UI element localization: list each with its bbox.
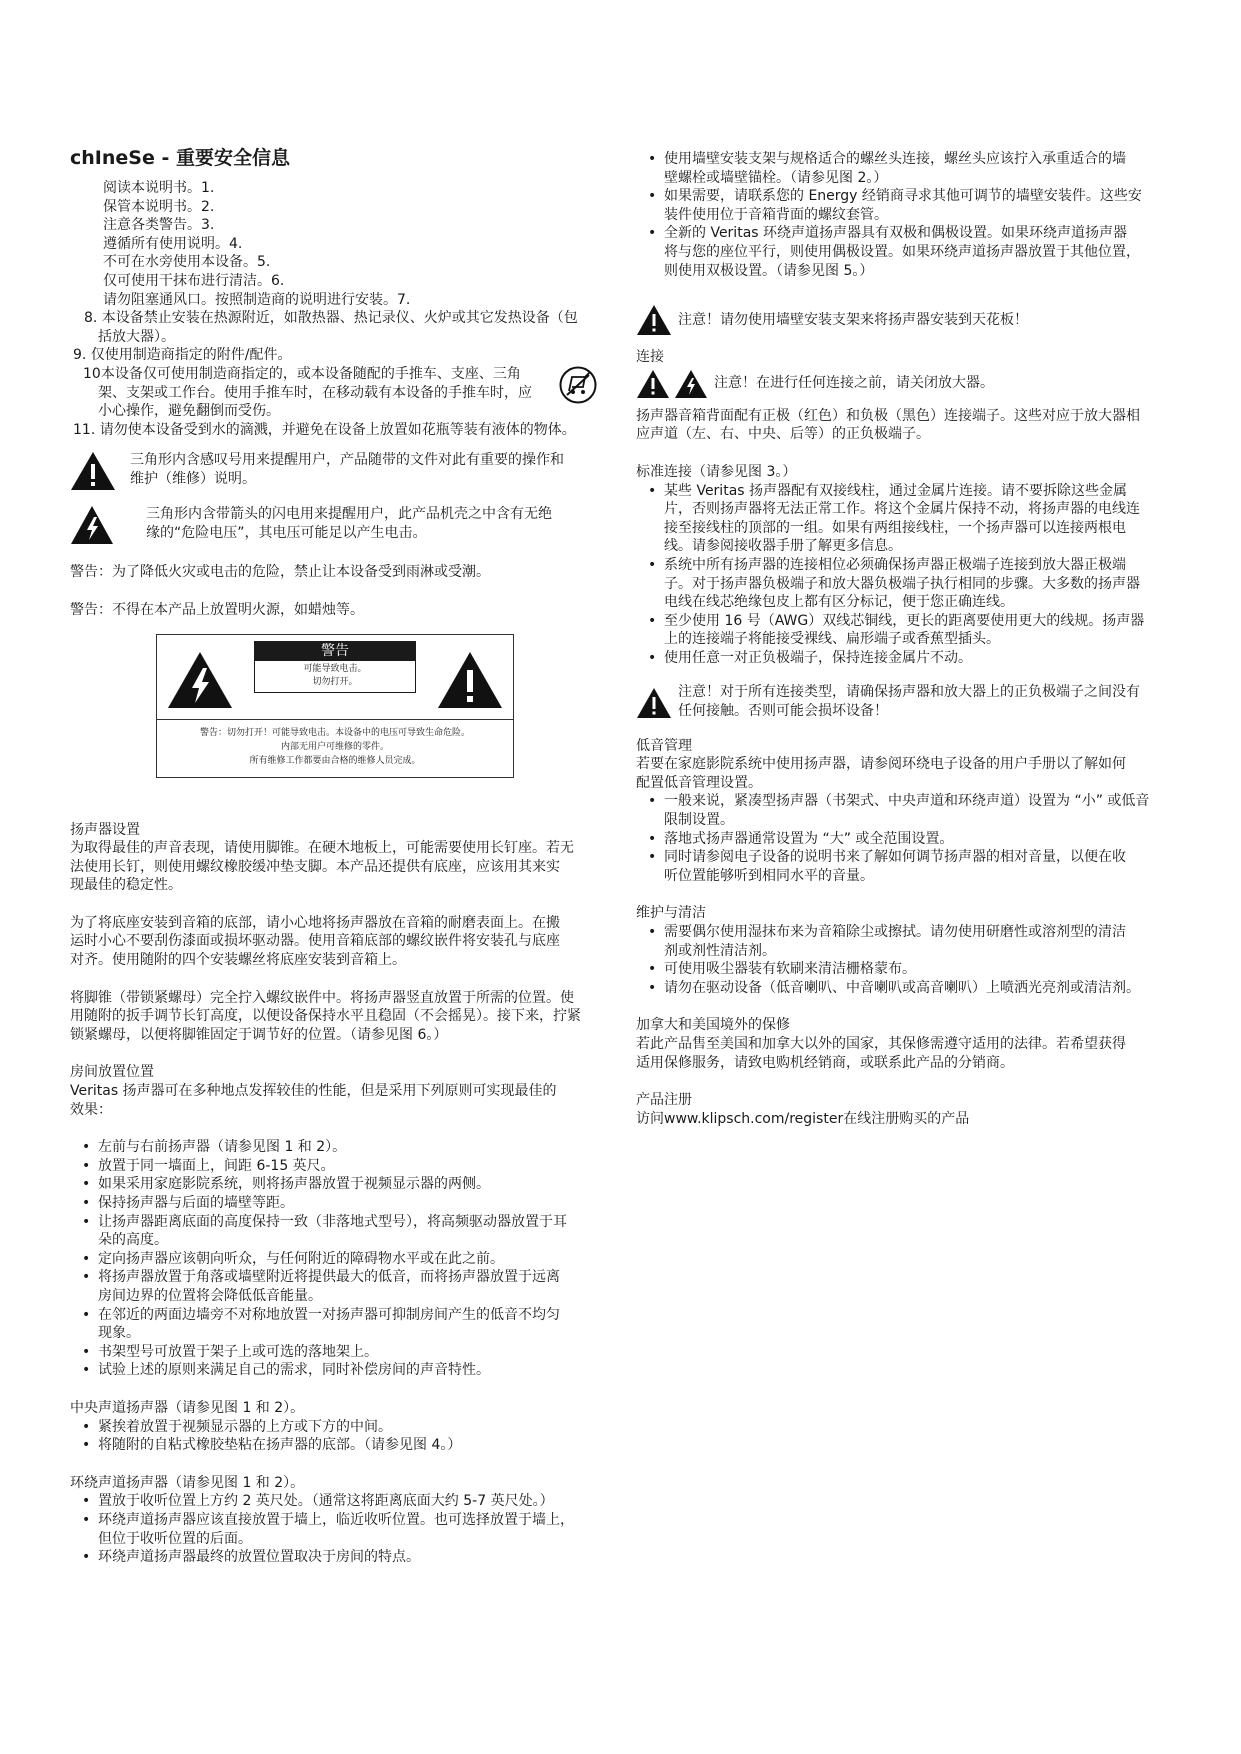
list-item: • 左前与右前扬声器（请参见图 1 和 2）。 xyxy=(82,1138,618,1157)
left-column xyxy=(70,146,618,1567)
warning-rain: 警告：为了降低火灾或电击的危险，禁止让本设备受到雨淋或受潮。 xyxy=(70,564,490,581)
lightning-triangle-icon xyxy=(674,369,708,399)
list-item: • 同时请参阅电子设备的说明书来了解如何调节扬声器的相对音量，以便在收 听位置能够听到相同水平的音量。 xyxy=(648,848,1176,885)
list-item: • 将随附的自粘式橡胶垫粘在扬声器的底部。（请参见图 4。） xyxy=(82,1436,618,1455)
warning-triangle-icon xyxy=(636,687,672,719)
instruction-item-10: 10本设备仅可使用制造商指定的，或本设备随配的手推车、支座、三角 xyxy=(83,365,521,382)
paragraph-line: 锁紧螺母，以便将脚锥固定于调节好的位置。（请参见图 6。） xyxy=(70,1026,448,1043)
ceiling-caution xyxy=(636,304,1176,336)
warning-triangle-icon xyxy=(437,651,503,713)
instruction-item-11: 11. 请勿使本设备受到水的滴溅，并避免在设备上放置如花瓶等装有液体的物体。 xyxy=(73,421,576,438)
symbol-box-footer-line: 所有维修工作都要由合格的维修人员完成。 xyxy=(249,755,421,766)
symbol-box-title: 警告 xyxy=(254,641,416,661)
right-column xyxy=(636,150,1176,1128)
care-list xyxy=(636,923,1176,997)
instruction-item-9: 9. 仅使用制造商指定的附件/配件。 xyxy=(73,347,292,364)
list-item: • 定向扬声器应该朝向听众，与任何附近的障碍物水平或在此之前。 xyxy=(82,1250,618,1269)
symbol-box-footer-line: 警告：切勿打开！可能导致电击。本设备中的电压可导致生命危险。 xyxy=(199,727,470,738)
instruction-item: 遵循所有使用说明。4. xyxy=(103,235,243,252)
warning-flame: 警告：不得在本产品上放置明火源，如蜡烛等。 xyxy=(70,601,364,618)
list-item: • 在邻近的两面边墙旁不对称地放置一对扬声器可抑制房间产生的低音不均匀 现象。 xyxy=(82,1306,618,1343)
warning-text: 维护（维修）说明。 xyxy=(130,470,256,487)
symbol-box-sub: 切勿打开。 xyxy=(312,676,358,687)
paragraph-line: 应声道（左、右、中央、后等）的正负极端子。 xyxy=(636,426,930,443)
symbol-box-header xyxy=(254,641,416,693)
exclamation-warning xyxy=(70,451,618,491)
symbol-box-sub: 可能导致电击。 xyxy=(303,663,367,674)
warning-triangle-icon xyxy=(70,451,116,491)
list-item: • 让扬声器距离底面的高度保持一致（非落地式型号），将高频驱动器放置于耳 朵的高度。 xyxy=(82,1213,618,1250)
list-item: • 至少使用 16 号（AWG）双线芯铜线，更长的距离要使用更大的线规。扬声器 上的连接端子将能接受裸线、扁形端子或香蕉型插头。 xyxy=(648,612,1176,649)
paragraph-line: 运时小心不要刮伤漆面或损坏驱动器。使用音箱底部的螺纹嵌件将安装孔与底座 xyxy=(70,933,560,950)
warning-text: 三角形内含带箭头的闪电用来提醒用户，此产品机壳之中含有无绝 xyxy=(146,506,552,523)
warning-triangle-icon xyxy=(636,304,672,336)
list-item: • 放置于同一墙面上，间距 6-15 英尺。 xyxy=(82,1157,618,1176)
paragraph-line: 为取得最佳的声音表现，请使用脚锥。在硬木地板上，可能需要使用长钉座。若无 xyxy=(70,840,574,857)
section-heading: 标准连接（请参见图 3。） xyxy=(636,463,797,480)
paragraph-line: 法使用长钉，则使用螺纹橡胶缓冲垫支脚。本产品还提供有底座，应该用其来实 xyxy=(70,858,560,875)
list-item: • 使用墙壁安装支架与规格适合的螺丝头连接，螺丝头应该拧入承重适合的墙 壁螺栓或墙壁锚栓。（请参见图 2。） xyxy=(648,150,1176,187)
paragraph-line: 若此产品售至美国和加拿大以外的国家，其保修需遵守适用的法律。若希望获得 xyxy=(636,1035,1126,1052)
warning-triangle-icon xyxy=(636,369,670,399)
list-item: • 紧挨着放置于视频显示器的上方或下方的中间。 xyxy=(82,1418,618,1437)
wall-mount-list xyxy=(636,150,1176,280)
list-item: • 一般来说，紧凑型扬声器（书架式、中央声道和环绕声道）设置为 “小” 或低音 限制设置。 xyxy=(648,792,1176,829)
instruction-item-10-cont: 小心操作，避免翻倒而受伤。 xyxy=(98,403,280,420)
warning-text: 三角形内含感叹号用来提醒用户，产品随带的文件对此有重要的操作和 xyxy=(130,452,564,469)
section-heading: 连接 xyxy=(636,349,664,366)
paragraph-line: 适用保修服务，请致电购机经销商，或联系此产品的分销商。 xyxy=(636,1054,1014,1071)
list-item: • 书架型号可放置于架子上或可选的落地架上。 xyxy=(82,1343,618,1362)
lightning-triangle-icon xyxy=(70,505,114,545)
registration-link-text: 访问www.klipsch.com/register在线注册购买的产品 xyxy=(636,1110,970,1127)
instruction-item-10-cont: 架、支架或工作台。使用手推车时，在移动载有本设备的手推车时，应 xyxy=(98,384,532,401)
instruction-item: 保管本说明书。2. xyxy=(103,198,215,215)
page-title: chIneSe - 重要安全信息 xyxy=(70,147,290,169)
list-item: • 请勿在驱动设备（低音喇叭、中音喇叭或高音喇叭）上喷洒光亮剂或清洁剂。 xyxy=(648,979,1176,998)
symbol-box-footer-line: 内部无用户可维修的零件。 xyxy=(280,741,389,752)
instruction-item-8-cont: 括放大器）。 xyxy=(98,328,175,345)
caution-text: 注意！请勿使用墙壁安装支架来将扬声器安装到天花板！ xyxy=(678,311,1028,328)
cart-tip-icon xyxy=(558,365,598,411)
list-item: • 如果采用家庭影院系统，则将扬声器放置于视频显示器的两侧。 xyxy=(82,1175,618,1194)
center-list xyxy=(70,1418,618,1455)
paragraph-line: 效果： xyxy=(70,1101,112,1118)
instruction-list xyxy=(70,179,618,309)
section-heading: 维护与清洁 xyxy=(636,905,706,922)
list-item: • 某些 Veritas 扬声器配有双接线柱，通过金属片连接。请不要拆除这些金属 片，否则扬声器将无法正常工作。将这个金属片保持不动，将扬声器的电线连 接至接线柱的顶部的一组。如果有两组接线柱，一个扬声器可以连接两根电 线。请参阅接收器手册了解更多信息。 xyxy=(648,482,1176,556)
warning-symbol-box xyxy=(156,634,514,778)
list-item: • 系统中所有扬声器的连接相位必须确保扬声器正极端子连接到放大器正极端 子。对于扬声器负极端子和放大器负极端子执行相同的步骤。大多数的扬声器 电线在线芯绝缘包皮上都有区分标记，便于您正确连线。 xyxy=(648,556,1176,612)
connection-caution xyxy=(636,369,1176,399)
instruction-item: 仅可使用干抹布进行清洁。6. xyxy=(103,272,285,289)
paragraph-line: 扬声器音箱背面配有正极（红色）和负极（黑色）连接端子。这些对应于放大器相 xyxy=(636,407,1140,424)
list-item: • 全新的 Veritas 环绕声道扬声器具有双极和偶极设置。如果环绕声道扬声器 将与您的座位平行，则使用偶极设置。如果环绕声道扬声器放置于其他位置， 则使用双极设置。（请参见图 5。） xyxy=(648,224,1176,280)
instruction-item: 不可在水旁使用本设备。5. xyxy=(103,254,271,271)
list-item: • 使用任意一对正负极端子，保持连接金属片不动。 xyxy=(648,649,1176,668)
bass-list xyxy=(636,792,1176,885)
lightning-triangle-icon xyxy=(167,651,233,713)
instruction-item: 阅读本说明书。1. xyxy=(103,180,215,196)
list-item: • 环绕声道扬声器最终的放置位置取决于房间的特点。 xyxy=(82,1548,618,1567)
instruction-item: 注意各类警告。3. xyxy=(103,217,215,234)
list-item: • 保持扬声器与后面的墙壁等距。 xyxy=(82,1194,618,1213)
caution-text: 注意！对于所有连接类型，请确保扬声器和放大器上的正负极端子之间没有 xyxy=(678,684,1140,701)
section-heading: 中央声道扬声器（请参见图 1 和 2）。 xyxy=(70,1399,305,1416)
section-heading: 产品注册 xyxy=(636,1092,692,1109)
list-item: • 需要偶尔使用湿抹布来为音箱除尘或擦拭。请勿使用研磨性或溶剂型的清洁 剂或剂性清洁剂。 xyxy=(648,923,1176,960)
polarity-caution xyxy=(636,683,1176,720)
section-heading: 扬声器设置 xyxy=(70,821,140,838)
list-item: • 将扬声器放置于角落或墙壁附近将提供最大的低音，而将扬声器放置于远离 房间边界的位置将会降低低音能量。 xyxy=(82,1268,618,1305)
section-heading: 加拿大和美国境外的保修 xyxy=(636,1017,790,1034)
lightning-warning xyxy=(70,505,618,545)
list-item: • 落地式扬声器通常设置为 “大” 或全范围设置。 xyxy=(648,830,1176,849)
symbol-box-footer xyxy=(157,719,513,768)
section-heading: 环绕声道扬声器（请参见图 1 和 2）。 xyxy=(70,1474,305,1491)
surround-list xyxy=(70,1492,618,1566)
section-heading: 低音管理 xyxy=(636,737,692,754)
section-heading: 房间放置位置 xyxy=(70,1064,154,1081)
paragraph-line: Veritas 扬声器可在多种地点发挥较佳的性能，但是采用下列原则可实现最佳的 xyxy=(70,1083,557,1100)
paragraph-line: 现最佳的稳定性。 xyxy=(70,877,182,894)
paragraph-line: 对齐。使用随附的四个安装螺丝将底座安装到音箱上。 xyxy=(70,952,406,969)
list-item: • 试验上述的原则来满足自己的需求，同时补偿房间的声音特性。 xyxy=(82,1361,618,1380)
paragraph-line: 用随附的扳手调节长钉高度，以便设备保持水平且稳固（不会摇晃）。接下来，拧紧 xyxy=(70,1008,581,1025)
caution-text: 任何接触。否则可能会损坏设备！ xyxy=(678,703,888,720)
standard-connection-list xyxy=(636,482,1176,668)
paragraph-line: 将脚锥（带锁紧螺母）完全拧入螺纹嵌件中。将扬声器竖直放置于所需的位置。使 xyxy=(70,989,574,1006)
caution-text: 注意！在进行任何连接之前，请关闭放大器。 xyxy=(714,375,994,392)
paragraph-line: 若要在家庭影院系统中使用扬声器，请参阅环绕电子设备的用户手册以了解如何 xyxy=(636,756,1126,773)
list-item: • 如果需要，请联系您的 Energy 经销商寻求其他可调节的墙壁安装件。这些安 装件使用位于音箱背面的螺纹套管。 xyxy=(648,187,1176,224)
instruction-item-8: 8. 本设备禁止安装在热源附近，如散热器、热记录仪、火炉或其它发热设备（包 xyxy=(84,310,578,327)
list-item: • 环绕声道扬声器应该直接放置于墙上，临近收听位置。也可选择放置于墙上， 但位于收听位置的后面。 xyxy=(82,1511,618,1548)
room-placement-list xyxy=(70,1138,618,1380)
paragraph-line: 配置低音管理设置。 xyxy=(636,774,762,791)
list-item: • 可使用吸尘器装有软刷来清洁栅格蒙布。 xyxy=(648,960,1176,979)
warning-text: 缘的“危险电压”，其电压可能足以产生电击。 xyxy=(146,524,427,541)
list-item: • 置放于收听位置上方约 2 英尺处。（通常这将距离底面大约 5-7 英尺处。） xyxy=(82,1492,618,1511)
instruction-item: 请勿阻塞通风口。按照制造商的说明进行安装。7. xyxy=(103,291,411,308)
paragraph-line: 为了将底座安装到音箱的底部，请小心地将扬声器放在音箱的耐磨表面上。在搬 xyxy=(70,914,560,931)
